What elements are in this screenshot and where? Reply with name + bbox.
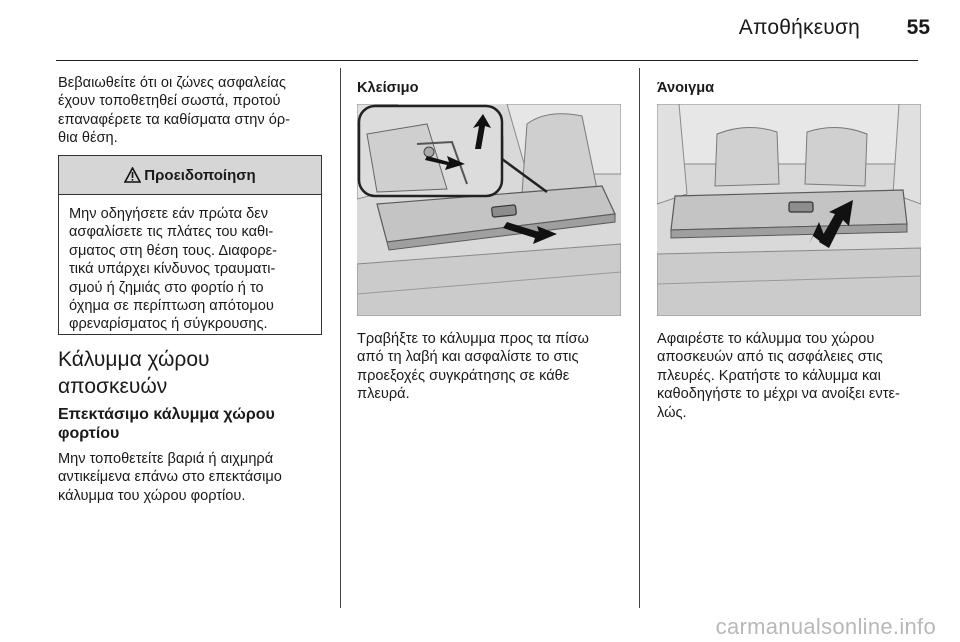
warning-title: Προειδοποίηση xyxy=(144,166,256,184)
opening-title: Άνοιγμα xyxy=(657,80,715,96)
page-number: 55 xyxy=(906,16,930,39)
opening-text: Αφαιρέστε το κάλυμμα του χώρου αποσκευών από τις ασφάλειες στις πλευρές. Κρατήστε το κάλυμμα και καθοδηγήστε το μέχρι να ανοίξει εντε- λώς. xyxy=(657,331,900,421)
closing-title: Κλείσιμο xyxy=(357,80,419,96)
page-header-title: Αποθήκευση xyxy=(738,16,860,39)
closing-text: Τραβήξτε το κάλυμμα προς τα πίσω από τη λαβή και ασφαλίστε το στις προεξοχές συγκράτησης σε κάθε πλευρά. xyxy=(357,331,589,403)
warning-box xyxy=(58,155,322,335)
subsection-title: Επεκτάσιμο κάλυμμα χώρου φορτίου xyxy=(58,406,275,442)
opening-figure xyxy=(657,104,921,316)
watermark: carmanualsonline.info xyxy=(715,614,936,639)
intro-paragraph: Βεβαιωθείτε ότι οι ζώνες ασφαλείας έχουν τοποθετηθεί σωστά, προτού επαναφέρετε τα καθίσματα στην όρ- θια θέση. xyxy=(58,75,291,147)
header-divider xyxy=(56,60,918,61)
warning-triangle-icon xyxy=(124,167,141,183)
closing-figure xyxy=(357,104,621,316)
cargo-cover-closing-illustration xyxy=(357,104,621,316)
warning-text: Μην οδηγήσετε εάν πρώτα δεν ασφαλίσετε τις πλάτες του καθι- σματος στη θέση τους. Διαφορε- τικά υπάρχει κίνδυνος τραυματι- σμού ή ζημιάς στο φορτίο ή το όχημα σε περίπτωση απότομου φρεναρίσματος ή σύγκρουσης. xyxy=(69,206,278,333)
subsection-text: Μην τοποθετείτε βαριά ή αιχμηρά αντικείμενα επάνω στο επεκτάσιμο κάλυμμα του χώρου φορτίου. xyxy=(58,451,282,504)
warning-header xyxy=(59,156,321,195)
column-divider-left xyxy=(340,68,341,608)
column-divider-right xyxy=(639,68,640,608)
section-title: Κάλυμμα χώρου αποσκευών xyxy=(58,348,210,398)
cargo-cover-opening-illustration xyxy=(657,104,921,316)
